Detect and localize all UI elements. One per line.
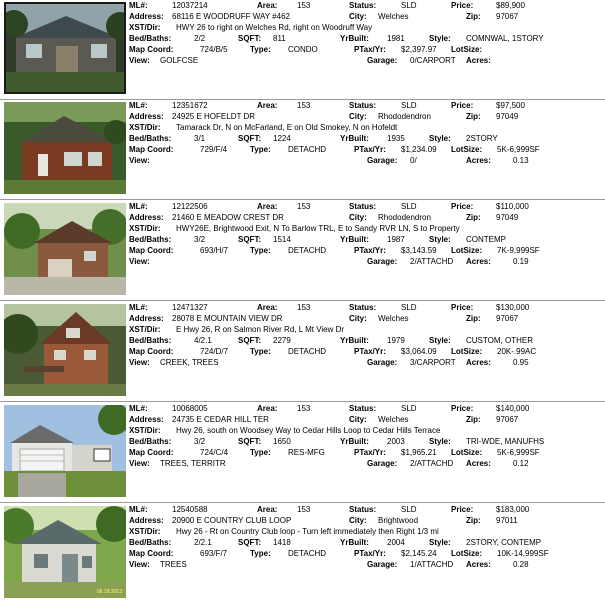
garage-value: 0/ <box>410 156 417 165</box>
yrbuilt-value: 2003 <box>387 437 405 446</box>
map-coord-label: Map Coord: <box>129 347 174 356</box>
address-label: Address: <box>129 213 164 222</box>
bed-baths-value: 3/1 <box>194 134 206 143</box>
type-value: CONDO <box>288 45 318 54</box>
ptax-value: $3,064.09 <box>401 347 437 356</box>
garage-value: 2/ATTACHD <box>410 459 454 468</box>
yrbuilt-value: 1979 <box>387 336 405 345</box>
garage-label: Garage: <box>367 56 398 65</box>
condo-photo <box>4 2 126 94</box>
lotsize-value: 7K-9,999SF <box>497 246 540 255</box>
sqft-value: 1650 <box>273 437 291 446</box>
style-label: Style: <box>429 538 451 547</box>
listing-record-2 <box>0 100 605 199</box>
type-value: DETACHD <box>288 246 327 255</box>
map-coord-value: 724/C/4 <box>200 448 229 457</box>
style-value: 2STORY <box>466 134 498 143</box>
lotsize-value: 5K-6,999SF <box>497 145 540 154</box>
address-value: 24925 E HOFELDT DR <box>172 112 255 121</box>
listing-divider <box>0 401 605 402</box>
xst-dir-value: Hwy 26, south on Woodsey Way to Cedar Hills Loop to Cedar Hills Terrace <box>176 426 441 435</box>
area-value: 153 <box>297 404 311 413</box>
view-value: TREES, TERRITR <box>160 459 226 468</box>
status-value: SLD <box>401 505 417 514</box>
type-value: DETACHD <box>288 145 327 154</box>
price-label: Price: <box>451 202 474 211</box>
xst-dir-label: XST/Dir: <box>129 527 161 536</box>
area-value: 153 <box>297 202 311 211</box>
status-value: SLD <box>401 101 417 110</box>
lotsize-value: 10K-14,999SF <box>497 549 549 558</box>
yrbuilt-value: 1935 <box>387 134 405 143</box>
bed-baths-label: Bed/Baths: <box>129 134 172 143</box>
lotsize-value: 20K-.99AC <box>497 347 537 356</box>
type-label: Type: <box>250 347 271 356</box>
city-label: City: <box>349 213 367 222</box>
bed-baths-label: Bed/Baths: <box>129 336 172 345</box>
ml-label: ML#: <box>129 101 148 110</box>
view-label: View: <box>129 257 150 266</box>
style-value: CONTEMP <box>466 235 506 244</box>
acres-value: 0.13 <box>513 156 529 165</box>
garage-label: Garage: <box>367 560 398 569</box>
acres-label: Acres: <box>466 156 491 165</box>
sqft-label: SQFT: <box>238 437 262 446</box>
ptax-value: $2,397.97 <box>401 45 437 54</box>
city-label: City: <box>349 314 367 323</box>
lotsize-label: LotSize: <box>451 549 483 558</box>
acres-value: 0.12 <box>513 459 529 468</box>
bed-baths-value: 3/2 <box>194 235 206 244</box>
listing-record-5 <box>0 403 605 502</box>
xst-dir-label: XST/Dir: <box>129 224 161 233</box>
listing-divider <box>0 199 605 200</box>
ptax-label: PTax/Yr: <box>354 549 386 558</box>
address-label: Address: <box>129 516 164 525</box>
address-label: Address: <box>129 314 164 323</box>
status-label: Status: <box>349 303 377 312</box>
cabin-photo <box>4 102 126 194</box>
type-value: DETACHD <box>288 347 327 356</box>
map-coord-label: Map Coord: <box>129 145 174 154</box>
type-label: Type: <box>250 448 271 457</box>
yrbuilt-label: YrBuilt: <box>340 538 369 547</box>
ml-number: 12471327 <box>172 303 208 312</box>
price-value: $140,000 <box>496 404 530 413</box>
ml-label: ML#: <box>129 505 148 514</box>
yrbuilt-label: YrBuilt: <box>340 134 369 143</box>
sqft-label: SQFT: <box>238 235 262 244</box>
acres-value: 0.19 <box>513 257 529 266</box>
map-coord-value: 729/F/4 <box>200 145 228 154</box>
style-value: TRI-WDE, MANUFHS <box>466 437 545 446</box>
ptax-value: $3,143.59 <box>401 246 437 255</box>
city-value: Welches <box>378 415 409 424</box>
contemp-house-photo <box>4 203 126 295</box>
view-label: View: <box>129 560 150 569</box>
garage-label: Garage: <box>367 459 398 468</box>
status-value: SLD <box>401 303 417 312</box>
city-label: City: <box>349 516 367 525</box>
type-label: Type: <box>250 549 271 558</box>
type-label: Type: <box>250 246 271 255</box>
xst-dir-value: HWY26E, Brightwood Exit, N To Barlow TRL, E to Sandy RVR LN, S to Property <box>176 224 460 233</box>
price-label: Price: <box>451 1 474 10</box>
map-coord-value: 724/B/5 <box>200 45 228 54</box>
view-label: View: <box>129 156 150 165</box>
xst-dir-label: XST/Dir: <box>129 426 161 435</box>
zip-value: 97049 <box>496 112 519 121</box>
address-label: Address: <box>129 415 164 424</box>
bed-baths-value: 2/2 <box>194 34 206 43</box>
style-value: 2STORY, CONTEMP <box>466 538 542 547</box>
area-label: Area: <box>257 303 278 312</box>
ml-label: ML#: <box>129 202 148 211</box>
listing-record-1 <box>0 0 605 99</box>
address-value: 21460 E MEADOW CREST DR <box>172 213 284 222</box>
sqft-label: SQFT: <box>238 134 262 143</box>
status-value: SLD <box>401 1 417 10</box>
style-value: COMNWAL, 1STORY <box>466 34 544 43</box>
sqft-value: 1418 <box>273 538 291 547</box>
xst-dir-label: XST/Dir: <box>129 23 161 32</box>
acres-label: Acres: <box>466 56 491 65</box>
sqft-value: 811 <box>273 34 286 43</box>
sqft-value: 1514 <box>273 235 291 244</box>
style-value: CUSTOM, OTHER <box>466 336 533 345</box>
status-value: SLD <box>401 404 417 413</box>
yrbuilt-label: YrBuilt: <box>340 34 369 43</box>
map-coord-label: Map Coord: <box>129 45 174 54</box>
photo-date-caption: 06.18.2013 <box>96 589 122 595</box>
price-value: $97,500 <box>496 101 525 110</box>
bed-baths-value: 3/2 <box>194 437 206 446</box>
yrbuilt-value: 2004 <box>387 538 405 547</box>
style-label: Style: <box>429 235 451 244</box>
address-label: Address: <box>129 112 164 121</box>
style-label: Style: <box>429 336 451 345</box>
zip-value: 97049 <box>496 213 519 222</box>
city-label: City: <box>349 112 367 121</box>
garage-house-photo <box>4 405 126 497</box>
garage-value: 0/CARPORT <box>410 56 456 65</box>
city-value: Welches <box>378 12 409 21</box>
acres-label: Acres: <box>466 560 491 569</box>
acres-label: Acres: <box>466 257 491 266</box>
xst-dir-label: XST/Dir: <box>129 325 161 334</box>
zip-label: Zip: <box>466 12 481 21</box>
garage-value: 3/CARPORT <box>410 358 456 367</box>
area-value: 153 <box>297 505 311 514</box>
style-label: Style: <box>429 34 451 43</box>
lotsize-label: LotSize: <box>451 45 483 54</box>
area-value: 153 <box>297 303 311 312</box>
garage-label: Garage: <box>367 358 398 367</box>
view-value: TREES <box>160 560 187 569</box>
zip-label: Zip: <box>466 314 481 323</box>
status-label: Status: <box>349 101 377 110</box>
city-label: City: <box>349 415 367 424</box>
address-value: 24735 E CEDAR HILL TER <box>172 415 269 424</box>
lotsize-value: 5K-6,999SF <box>497 448 540 457</box>
map-coord-value: 724/D/7 <box>200 347 229 356</box>
ptax-value: $1,234.09 <box>401 145 437 154</box>
city-label: City: <box>349 12 367 21</box>
lotsize-label: LotSize: <box>451 448 483 457</box>
ml-number: 12037214 <box>172 1 208 10</box>
bed-baths-value: 2/2.1 <box>194 538 212 547</box>
zip-label: Zip: <box>466 112 481 121</box>
ptax-value: $1,965.21 <box>401 448 437 457</box>
listing-record-3 <box>0 201 605 300</box>
acres-value: 0.28 <box>513 560 529 569</box>
bed-baths-value: 4/2.1 <box>194 336 212 345</box>
status-label: Status: <box>349 505 377 514</box>
map-coord-value: 693/F/7 <box>200 549 228 558</box>
sqft-value: 2279 <box>273 336 291 345</box>
ml-label: ML#: <box>129 404 148 413</box>
area-label: Area: <box>257 505 278 514</box>
ml-number: 12540588 <box>172 505 208 514</box>
city-value: Welches <box>378 314 409 323</box>
view-value: CREEK, TREES <box>160 358 219 367</box>
price-value: $110,000 <box>496 202 529 211</box>
yrbuilt-value: 1987 <box>387 235 405 244</box>
price-label: Price: <box>451 505 474 514</box>
view-value: GOLFCSE <box>160 56 199 65</box>
map-coord-value: 693/H/7 <box>200 246 229 255</box>
address-label: Address: <box>129 12 164 21</box>
xst-dir-value: Tamarack Dr, N on McFarland, E on Old Smokey, N on Hofeldt <box>176 123 398 132</box>
ml-number: 10068005 <box>172 404 208 413</box>
xst-dir-value: HWY 26 to right on Welches Rd, right on Woodruff Way <box>176 23 373 32</box>
type-label: Type: <box>250 145 271 154</box>
listing-record-6 <box>0 504 605 603</box>
status-label: Status: <box>349 1 377 10</box>
listing-divider <box>0 502 605 503</box>
listing-divider <box>0 300 605 301</box>
type-value: RES-MFG <box>288 448 325 457</box>
yrbuilt-label: YrBuilt: <box>340 336 369 345</box>
sqft-value: 1224 <box>273 134 291 143</box>
acres-label: Acres: <box>466 459 491 468</box>
garage-label: Garage: <box>367 156 398 165</box>
zip-label: Zip: <box>466 213 481 222</box>
city-value: Brightwood <box>378 516 419 525</box>
ml-label: ML#: <box>129 1 148 10</box>
price-label: Price: <box>451 404 474 413</box>
area-label: Area: <box>257 101 278 110</box>
lotsize-label: LotSize: <box>451 246 483 255</box>
zip-label: Zip: <box>466 516 481 525</box>
ptax-label: PTax/Yr: <box>354 246 386 255</box>
yrbuilt-value: 1981 <box>387 34 405 43</box>
zip-label: Zip: <box>466 415 481 424</box>
sqft-label: SQFT: <box>238 336 262 345</box>
bed-baths-label: Bed/Baths: <box>129 437 172 446</box>
ptax-label: PTax/Yr: <box>354 145 386 154</box>
xst-dir-value: E Hwy 26, R on Salmon River Rd, L Mt View Dr <box>176 325 345 334</box>
city-value: Rhododendron <box>378 112 431 121</box>
bed-baths-label: Bed/Baths: <box>129 34 172 43</box>
style-label: Style: <box>429 134 451 143</box>
ml-number: 12351672 <box>172 101 208 110</box>
style-label: Style: <box>429 437 451 446</box>
status-label: Status: <box>349 202 377 211</box>
ml-number: 12122506 <box>172 202 208 211</box>
city-value: Rhododendron <box>378 213 431 222</box>
view-label: View: <box>129 56 150 65</box>
xst-dir-value: Hwy 26 - Rt on Country Club loop - Turn left immediately then Right 1/3 mi <box>176 527 439 536</box>
zip-value: 97067 <box>496 314 519 323</box>
bed-baths-label: Bed/Baths: <box>129 538 172 547</box>
price-label: Price: <box>451 303 474 312</box>
sqft-label: SQFT: <box>238 34 262 43</box>
address-value: 68116 E WOODRUFF WAY #462 <box>172 12 290 21</box>
sqft-label: SQFT: <box>238 538 262 547</box>
garage-value: 1/ATTACHD <box>410 560 454 569</box>
bed-baths-label: Bed/Baths: <box>129 235 172 244</box>
cottage-photo <box>4 506 126 598</box>
type-label: Type: <box>250 45 271 54</box>
price-value: $130,000 <box>496 303 530 312</box>
listing-record-4 <box>0 302 605 401</box>
lotsize-label: LotSize: <box>451 145 483 154</box>
zip-value: 97067 <box>496 12 519 21</box>
address-value: 20900 E COUNTRY CLUB LOOP <box>172 516 292 525</box>
price-value: $89,900 <box>496 1 525 10</box>
area-label: Area: <box>257 404 278 413</box>
acres-label: Acres: <box>466 358 491 367</box>
view-label: View: <box>129 459 150 468</box>
acres-value: 0.95 <box>513 358 529 367</box>
area-label: Area: <box>257 1 278 10</box>
xst-dir-label: XST/Dir: <box>129 123 161 132</box>
price-value: $183,000 <box>496 505 530 514</box>
price-label: Price: <box>451 101 474 110</box>
chalet-photo <box>4 304 126 396</box>
map-coord-label: Map Coord: <box>129 246 174 255</box>
garage-label: Garage: <box>367 257 398 266</box>
type-value: DETACHD <box>288 549 327 558</box>
status-value: SLD <box>401 202 417 211</box>
yrbuilt-label: YrBuilt: <box>340 235 369 244</box>
area-value: 153 <box>297 101 311 110</box>
lotsize-label: LotSize: <box>451 347 483 356</box>
yrbuilt-label: YrBuilt: <box>340 437 369 446</box>
garage-value: 2/ATTACHD <box>410 257 454 266</box>
view-label: View: <box>129 358 150 367</box>
map-coord-label: Map Coord: <box>129 448 174 457</box>
area-value: 153 <box>297 1 311 10</box>
status-label: Status: <box>349 404 377 413</box>
ml-label: ML#: <box>129 303 148 312</box>
ptax-label: PTax/Yr: <box>354 347 386 356</box>
ptax-label: PTax/Yr: <box>354 45 386 54</box>
address-value: 28078 E MOUNTAIN VIEW DR <box>172 314 283 323</box>
zip-value: 97067 <box>496 415 519 424</box>
ptax-value: $2,145.24 <box>401 549 437 558</box>
area-label: Area: <box>257 202 278 211</box>
map-coord-label: Map Coord: <box>129 549 174 558</box>
zip-value: 97011 <box>496 516 518 525</box>
ptax-label: PTax/Yr: <box>354 448 386 457</box>
